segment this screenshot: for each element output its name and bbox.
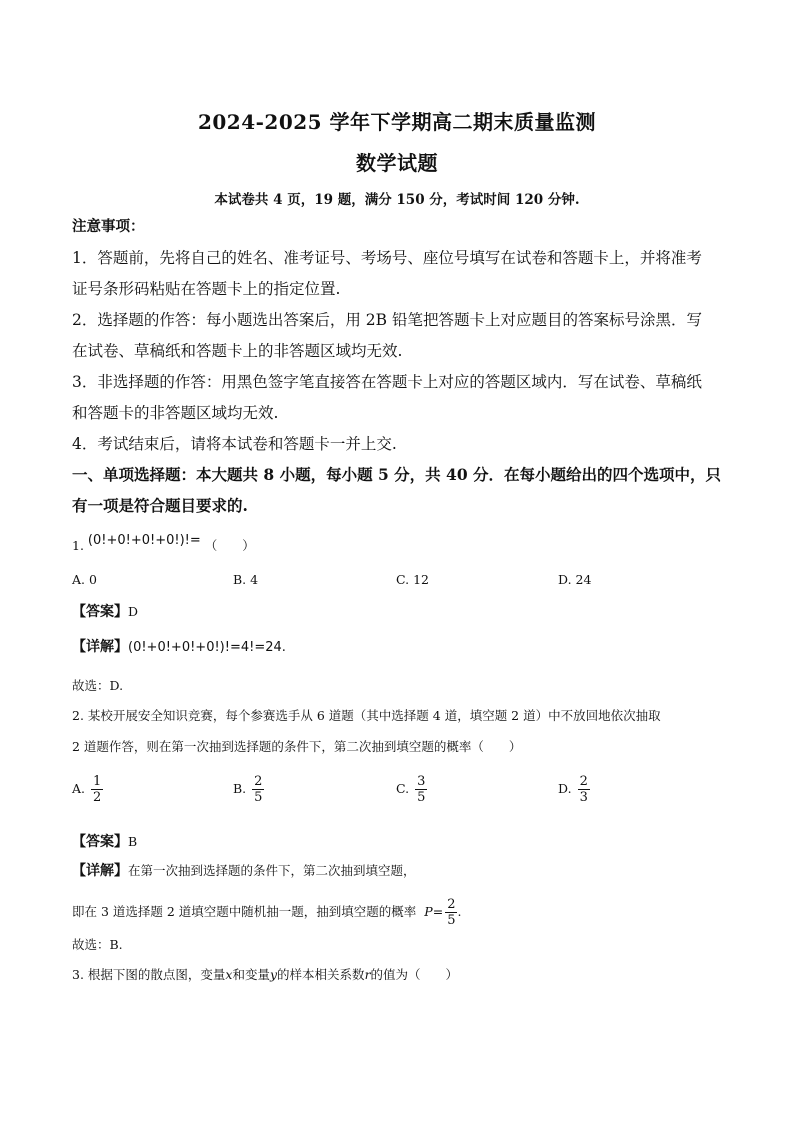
question-2-conclusion: 故选：B. <box>72 937 123 952</box>
fraction-denominator: 2 <box>93 790 102 805</box>
question-2-option-d <box>558 774 590 805</box>
section-heading-line-1: 一、单项选择题：本大题共 8 小题，每小题 5 分，共 40 分．在每小题给出的四个选项中，只 <box>72 465 722 484</box>
question-2-option-a <box>72 774 103 805</box>
detail-text: 即在 3 道选择题 2 道填空题中随机抽一题，抽到填空题的概率 <box>72 904 417 919</box>
question-1-answer <box>72 602 138 622</box>
probability-variable: P <box>424 904 433 919</box>
fraction-numerator: 2 <box>254 774 263 789</box>
question-2-option-b <box>233 774 264 805</box>
notice-line-2: 证号条形码粘贴在答题卡上的指定位置. <box>72 280 341 298</box>
option-fraction <box>578 774 590 805</box>
question-1-expression: (0!+0!+0!+0!)!= <box>87 533 201 548</box>
question-1-option-c: C. 12 <box>396 572 429 587</box>
variable-r: r <box>364 967 371 982</box>
fraction-denominator: 3 <box>579 790 588 805</box>
question-2-answer <box>72 832 137 852</box>
fraction-denominator: 5 <box>254 790 263 805</box>
option-label: C. <box>396 781 410 796</box>
question-2-detail-2 <box>72 897 461 928</box>
fraction-denominator: 5 <box>447 913 456 928</box>
option-fraction <box>252 774 264 805</box>
option-label: A. <box>72 781 86 796</box>
exam-title: 2024-2025 学年下学期高二期末质量监测 <box>197 110 597 134</box>
notice-line-1: 1．答题前，先将自己的姓名、准考证号、考场号、座位号填写在试卷和答题卡上，并将准考 <box>72 249 702 267</box>
question-2-line-2: 2 道题作答，则在第一次抽到选择题的条件下，第二次抽到填空题的概率（ ） <box>72 739 522 754</box>
answer-label: 【答案】 <box>72 834 128 850</box>
notice-line-5: 3．非选择题的作答：用黑色签字笔直接答在答题卡上对应的答题区域内．写在试卷、草稿纸 <box>72 373 702 391</box>
question-3 <box>72 965 458 985</box>
fraction-numerator: 1 <box>93 774 102 789</box>
fraction-numerator: 2 <box>579 774 588 789</box>
question-1-conclusion: 故选：D. <box>72 678 124 693</box>
exam-subtitle: 数学试题 <box>356 151 438 175</box>
question-2-detail <box>72 861 416 881</box>
question-1-blank: （ ） <box>204 538 255 553</box>
fraction-numerator: 2 <box>447 897 456 912</box>
equals-sign: = <box>432 904 444 919</box>
option-fraction <box>91 774 103 805</box>
variable-y: y <box>269 967 278 982</box>
answer-value: B <box>128 834 138 849</box>
option-label: D. <box>558 781 572 796</box>
notice-line-4: 在试卷、草稿纸和答题卡上的非答题区域均无效. <box>72 342 403 360</box>
detail-expression: (0!+0!+0!+0!)!=4!=24. <box>128 640 286 655</box>
period: . <box>457 904 462 919</box>
question-1-detail <box>72 637 286 658</box>
exam-info: 本试卷共 4 页，19 题，满分 150 分，考试时间 120 分钟. <box>214 192 580 208</box>
option-label: B. <box>233 781 247 796</box>
option-fraction <box>415 774 427 805</box>
notice-line-3: 2．选择题的作答：每小题选出答案后，用 2B 铅笔把答题卡上对应题目的答案标号涂黑．写 <box>72 311 702 329</box>
notice-line-7: 4．考试结束后，请将本试卷和答题卡一并上交. <box>72 435 397 453</box>
probability-fraction <box>445 897 457 928</box>
question-1-number: 1. <box>72 538 84 553</box>
question-3-text: 的样本相关系数 <box>277 967 365 982</box>
question-2-option-c <box>396 774 427 805</box>
detail-label: 【详解】 <box>72 863 128 879</box>
detail-text: 在第一次抽到选择题的条件下，第二次抽到填空题， <box>128 863 416 878</box>
variable-x: x <box>225 967 233 982</box>
question-1-option-d: D. 24 <box>558 572 592 587</box>
question-3-text: 的值为（ ） <box>370 967 459 982</box>
question-2-line-1: 2. 某校开展安全知识竞赛，每个参赛选手从 6 道题（其中选择题 4 道，填空题 2 道）中不放回地依次抽取 <box>72 708 661 723</box>
question-1-option-b: B. 4 <box>233 572 259 587</box>
answer-label: 【答案】 <box>72 604 128 620</box>
question-1-option-a: A. 0 <box>72 572 97 587</box>
question-1 <box>72 533 255 557</box>
fraction-numerator: 3 <box>417 774 426 789</box>
answer-value: D <box>128 604 139 619</box>
notice-heading: 注意事项： <box>72 218 145 235</box>
fraction-denominator: 5 <box>417 790 426 805</box>
notice-line-6: 和答题卡的非答题区域均无效. <box>72 404 279 422</box>
section-heading-line-2: 有一项是符合题目要求的. <box>72 496 248 515</box>
question-3-text: 和变量 <box>232 967 270 982</box>
question-3-text: 3. 根据下图的散点图，变量 <box>72 967 226 982</box>
detail-label: 【详解】 <box>72 639 128 655</box>
